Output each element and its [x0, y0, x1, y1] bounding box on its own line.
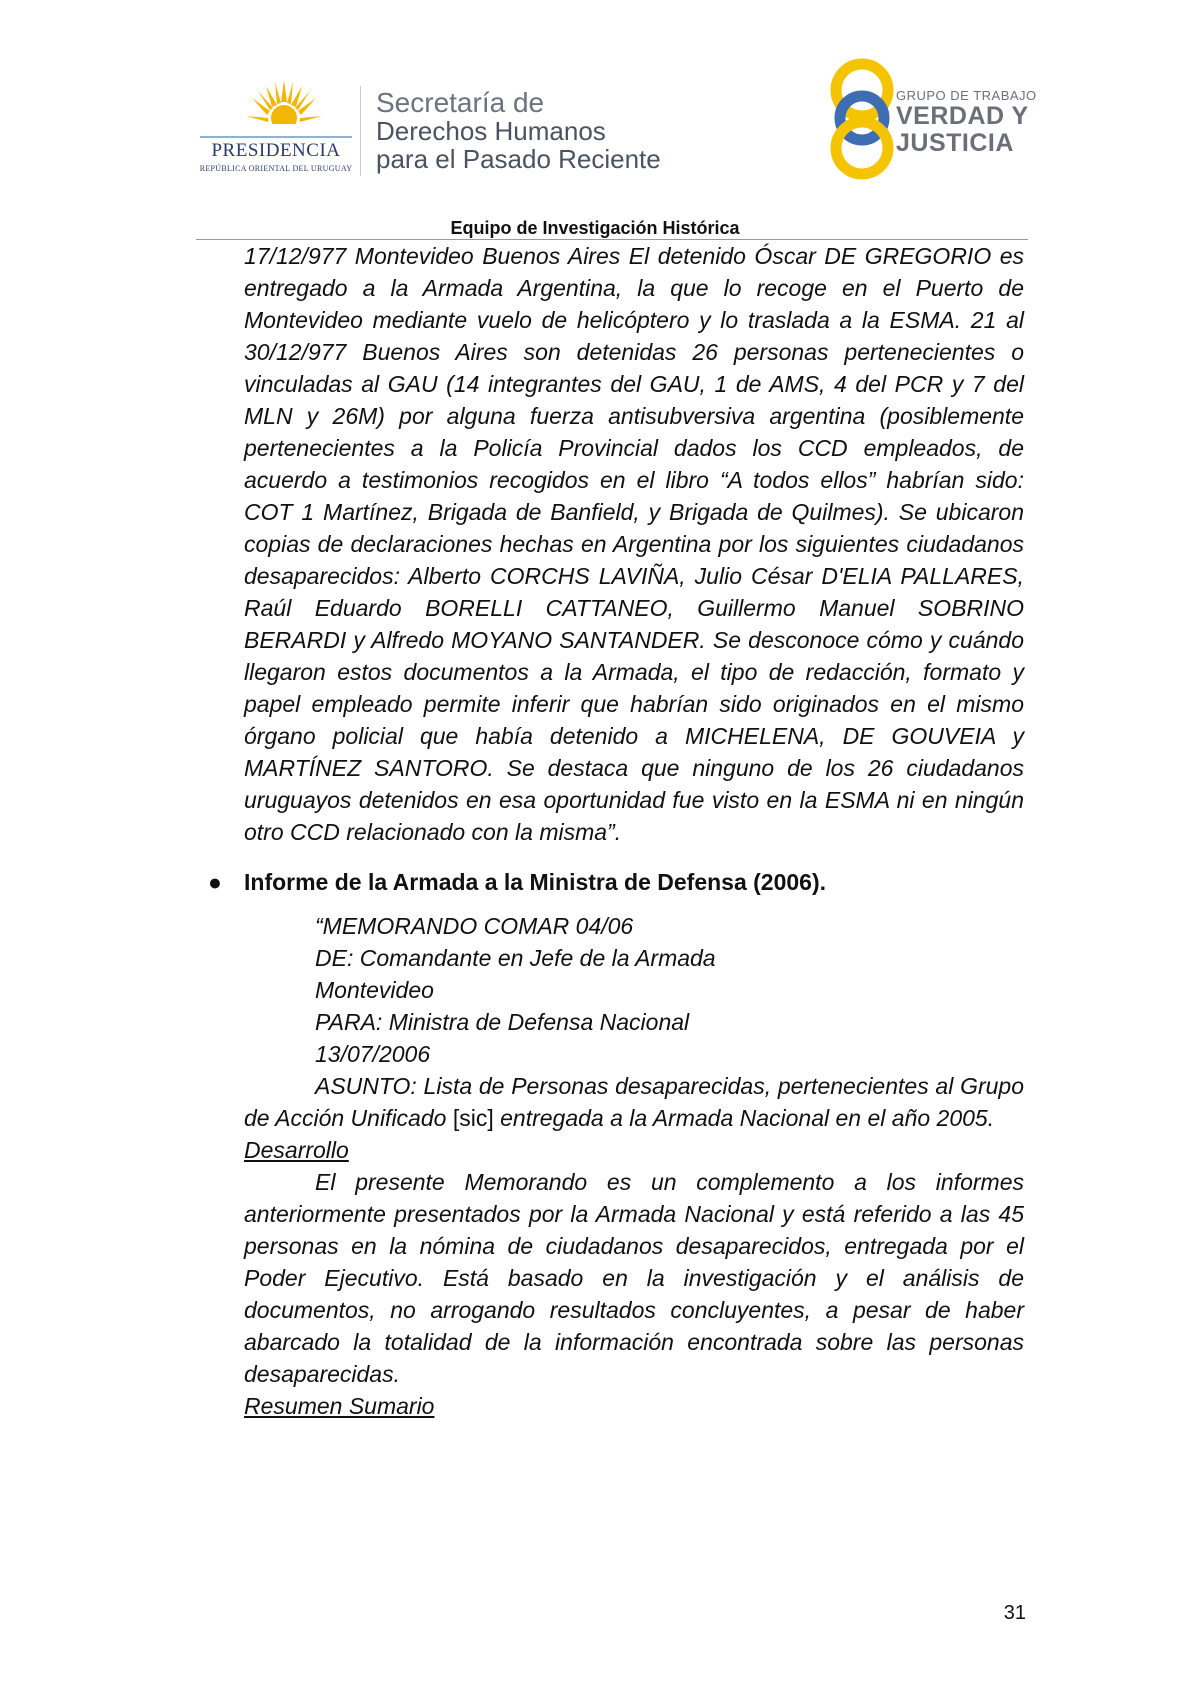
page-number: 31: [1003, 1602, 1026, 1624]
secretaria-line-2: Derechos Humanos: [376, 116, 606, 146]
secretaria-line-3: para el Pasado Reciente: [376, 144, 661, 174]
bullet-heading: Informe de la Armada a la Ministra de Defensa (2006).: [244, 869, 827, 895]
grupo-label: GRUPO DE TRABAJO: [896, 88, 1037, 103]
memo-title: “MEMORANDO COMAR 04/06: [315, 913, 634, 939]
verdad-justicia-logo-text: [896, 88, 1076, 157]
desarrollo-heading: Desarrollo: [244, 1137, 349, 1163]
secretaria-logo-text: [376, 88, 736, 173]
presidencia-rule: [200, 136, 352, 138]
presidencia-label: PRESIDENCIA: [211, 140, 341, 161]
secretaria-line-1: Secretaría de: [376, 87, 545, 118]
sun-icon: [244, 78, 324, 138]
memorandum-block: [244, 910, 1024, 1422]
presidencia-logo: [196, 78, 356, 180]
verdad-label: VERDAD Y: [896, 102, 1029, 130]
resumen-heading: Resumen Sumario: [244, 1393, 435, 1419]
memo-to: PARA: Ministra de Defensa Nacional: [315, 1009, 690, 1035]
verdad-justicia-rings-icon: [822, 56, 902, 180]
bullet-icon: ●: [208, 869, 222, 895]
bullet-item: [208, 866, 1024, 898]
memo-asunto: [244, 1070, 1024, 1134]
page-header: [0, 0, 1190, 240]
memo-place: Montevideo: [315, 977, 434, 1003]
logo-divider: [360, 86, 361, 176]
republica-label: REPÚBLICA ORIENTAL DEL URUGUAY: [199, 164, 353, 173]
equipo-heading: Equipo de Investigación Histórica: [450, 218, 740, 238]
asunto-text-1: ASUNTO: Lista de Personas desaparecidas, pertenecientes al Grupo de Acción Unificado: [244, 1073, 1024, 1131]
desarrollo-paragraph: El presente Memorando es un complemento a los informes anteriormente presentados por la Armada Nacional y está referido a las 45 personas en la nómina de ciudadanos desaparecidos, entregada por el Poder Ejecutivo. Está basado en la investigación y el análisis de documentos, no arrogando resultados concluyentes, a pesar de haber abarcado la totalidad de la información encontrada sobre las personas desaparecidas.: [244, 1169, 1024, 1387]
memo-from: DE: Comandante en Jefe de la Armada: [315, 945, 716, 971]
justicia-label: JUSTICIA: [896, 129, 1014, 157]
asunto-text-2: entregada a la Armada Nacional en el año 2005.: [493, 1105, 995, 1131]
document-body: [208, 240, 1024, 1422]
quote-paragraph: 17/12/977 Montevideo Buenos Aires El detenido Óscar DE GREGORIO es entregado a la Armada Argentina, la que lo recoge en el Puerto de Montevideo mediante vuelo de helicóptero y lo traslada a la ESMA. 21 al 30/12/977 Buenos Aires son detenidas 26 personas pertenecientes o vinculadas al GAU (14 integrantes del GAU, 1 de AMS, 4 del PCR y 7 del MLN y 26M) por alguna fuerza antisubversiva argentina (posiblemente pertenecientes a la Policía Provincial dados los CCD empleados, de acuerdo a testimonios recogidos en el libro “A todos ellos” habrían sido: COT 1 Martínez, Brigada de Banfield, y Brigada de Quilmes). Se ubicaron copias de declaraciones hechas en Argentina por los siguientes ciudadanos desaparecidos: Alberto CORCHS LAVIÑA, Julio César D'ELIA PALLARES, Raúl Eduardo BORELLI CATTANEO, Guillermo Manuel SOBRINO BERARDI y Alfredo MOYANO SANTANDER. Se desconoce cómo y cuándo llegaron estos documentos a la Armada, el tipo de redacción, formato y papel empleado permite inferir que habrían sido originados en el mismo órgano policial que había detenido a MICHELENA, DE GOUVEIA y MARTÍNEZ SANTORO. Se destaca que ninguno de los 26 ciudadanos uruguayos detenidos en esa oportunidad fue visto en la ESMA ni en ningún otro CCD relacionado con la misma”.: [244, 243, 1024, 845]
asunto-sic: [sic]: [452, 1105, 494, 1131]
memo-date: 13/07/2006: [315, 1041, 431, 1067]
